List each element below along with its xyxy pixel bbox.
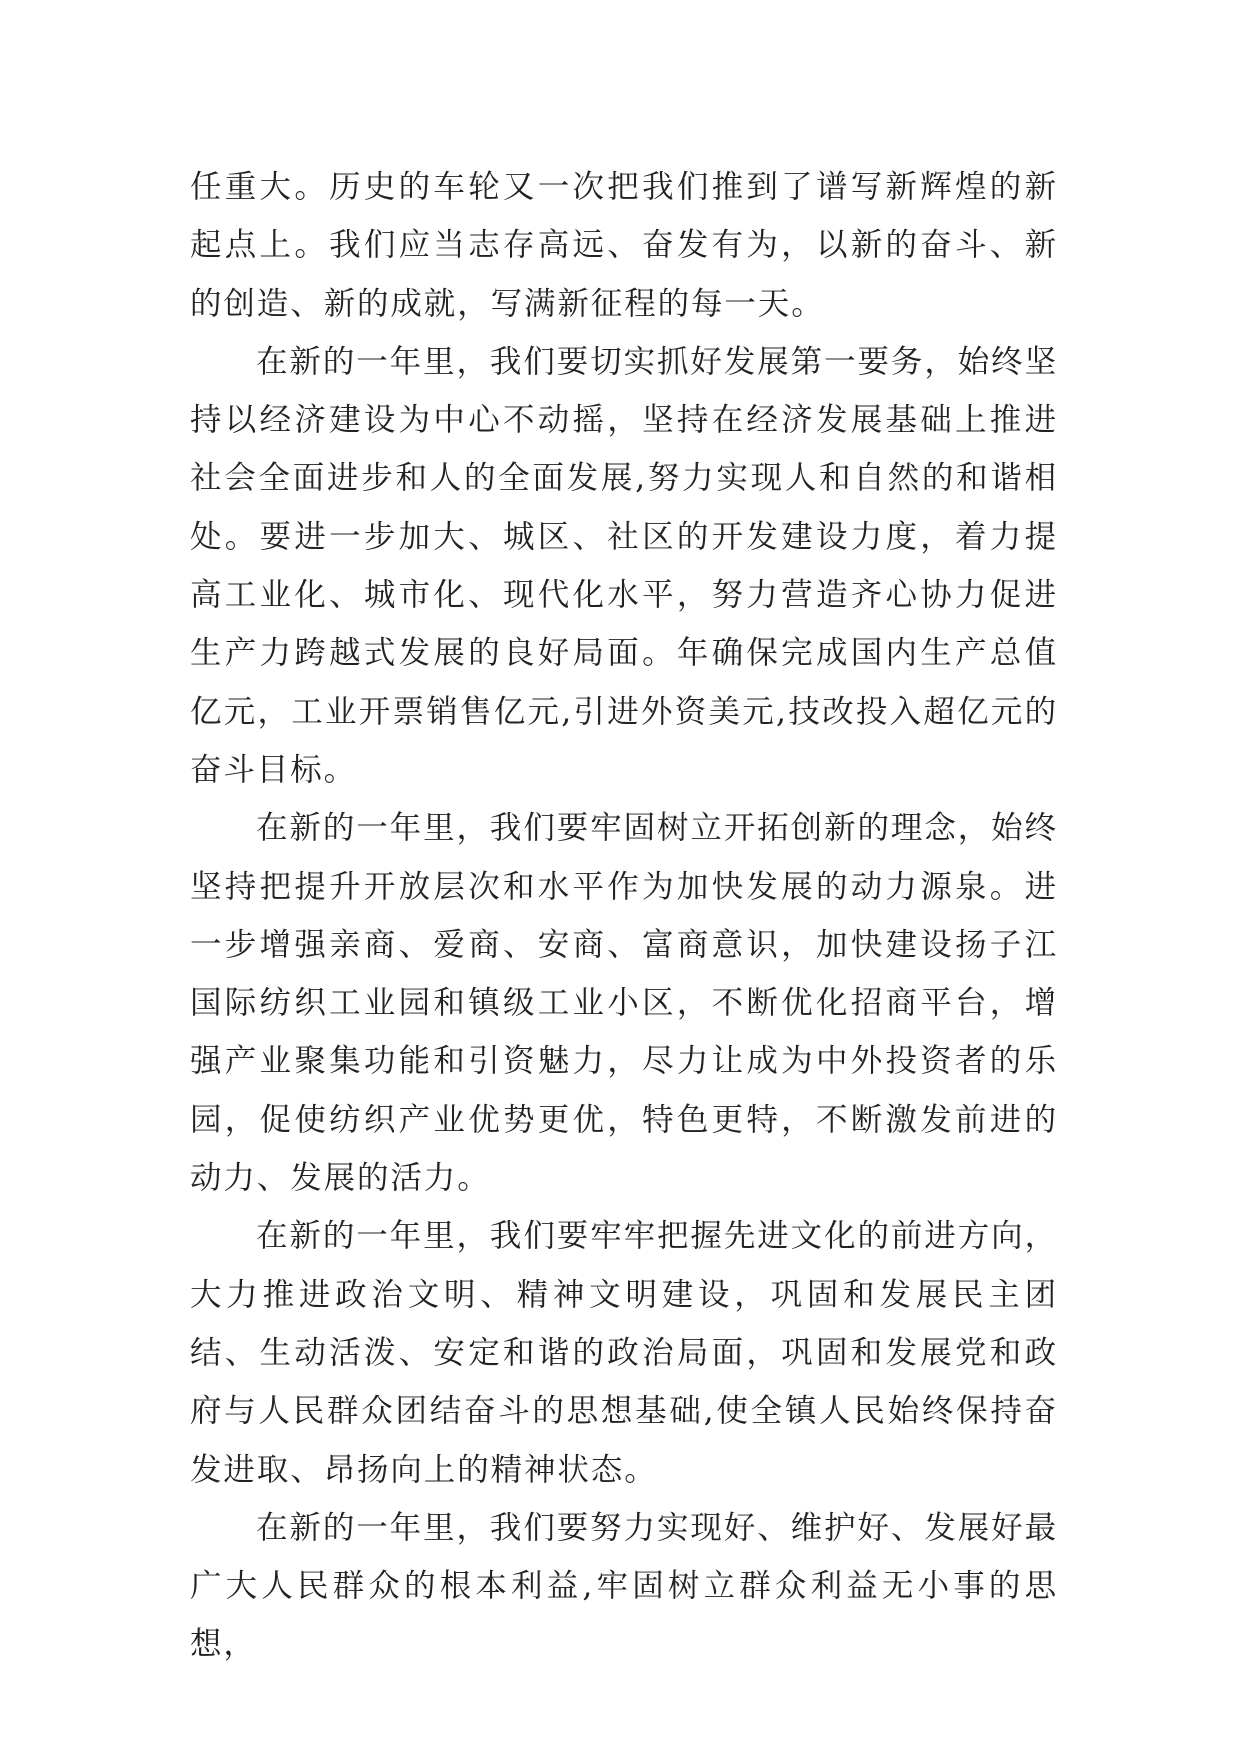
paragraph-1: 任重大。历史的车轮又一次把我们推到了谱写新辉煌的新起点上。我们应当志存高远、奋发有为，以新的奋斗、新的创造、新的成就，写满新征程的每一天。 <box>190 169 1058 322</box>
paragraph-3: 在新的一年里，我们要牢固树立开拓创新的理念，始终坚持把提升开放层次和水平作为加快发展的动力源泉。进一步增强亲商、爱商、安商、富商意识，加快建设扬子江国际纺织工业园和镇级工业小区，不断优化招商平台，增强产业聚集功能和引资魅力，尽力让成为中外投资者的乐园，促使纺织产业优势更优，特色更特，不断激发前进的动力、发展的活力。 <box>190 810 1058 1197</box>
paragraph-2: 在新的一年里，我们要切实抓好发展第一要务，始终坚持以经济建设为中心不动摇，坚持在经济发展基础上推进社会全面进步和人的全面发展,努力实现人和自然的和谐相处。要进一步加大、城区、社区的开发建设力度，着力提高工业化、城市化、现代化水平，努力营造齐心协力促进生产力跨越式发展的良好局面。年确保完成国内生产总值亿元，工业开票销售亿元,引进外资美元,技改投入超亿元的奋斗目标。 <box>190 343 1058 788</box>
paragraph-4: 在新的一年里，我们要牢牢把握先进文化的前进方向，大力推进政治文明、精神文明建设，巩固和发展民主团结、生动活泼、安定和谐的政治局面，巩固和发展党和政府与人民群众团结奋斗的思想基础,使全镇人民始终保持奋发进取、昂扬向上的精神状态。 <box>190 1218 1058 1488</box>
document-body <box>190 158 1058 1674</box>
paragraph-5: 在新的一年里，我们要努力实现好、维护好、发展好最广大人民群众的根本利益,牢固树立群众利益无小事的思想， <box>190 1509 1058 1663</box>
